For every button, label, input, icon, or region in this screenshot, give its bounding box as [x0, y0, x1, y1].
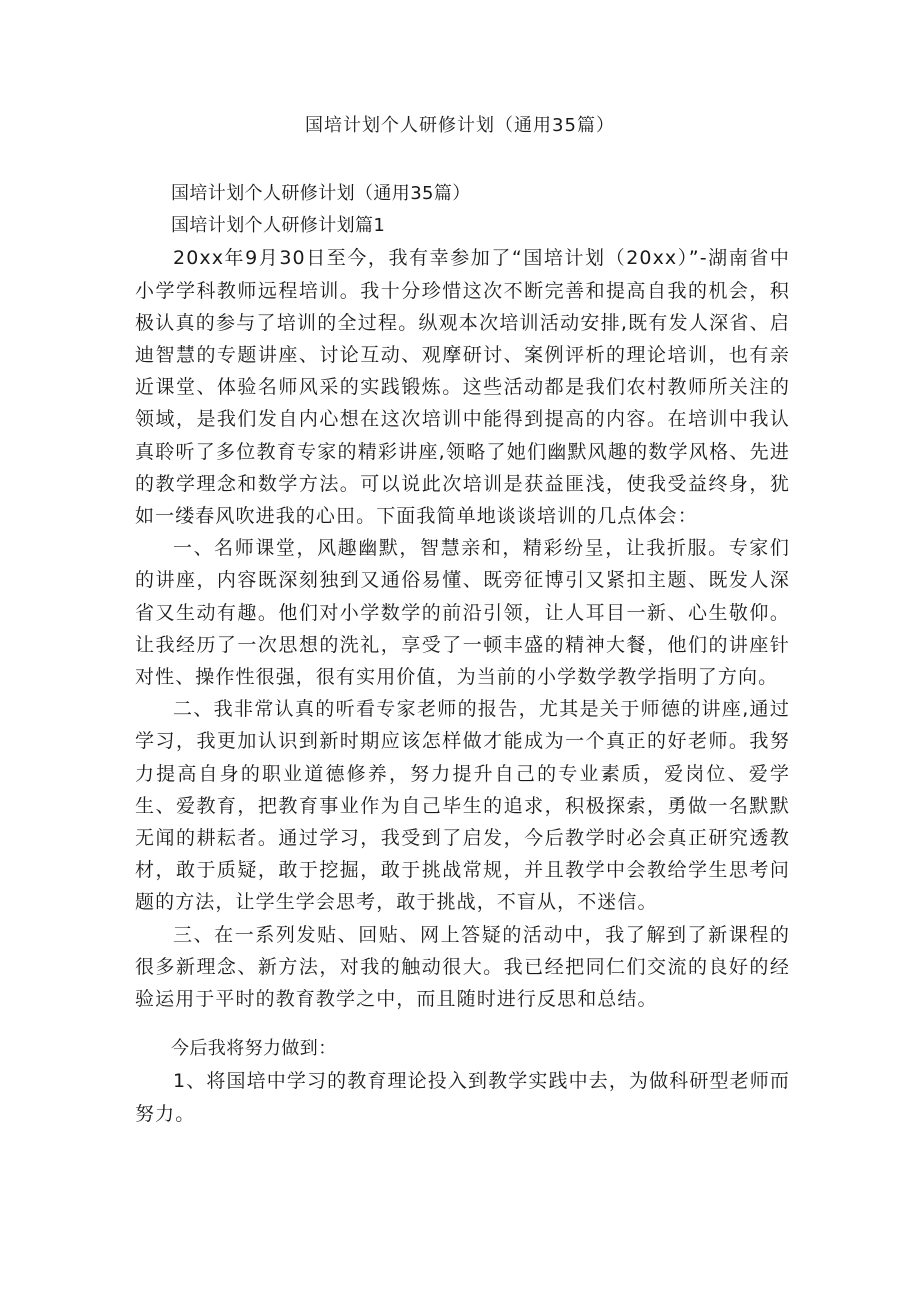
- document-body: [135, 178, 790, 1130]
- paragraph-point-two: 二、我非常认真的听看专家老师的报告，尤其是关于师德的讲座,通过学习，我更加认识到新时期应该怎样做才能成为一个真正的好老师。我努力提高自身的职业道德修养，努力提升自己的专业素质，爱岗位、爱学生、爱教育，把教育事业作为自己毕生的追求，积极探索，勇做一名默默无闻的耕耘者。通过学习，我受到了启发，今后教学时必会真正研究透教材，敢于质疑，敢于挖掘，敢于挑战常规，并且教学中会教给学生思考问题的方法，让学生学会思考，敢于挑战，不盲从，不迷信。: [135, 698, 790, 914]
- paragraph-gap: [135, 1015, 790, 1033]
- paragraph-point-three: 三、在一系列发贴、回贴、网上答疑的活动中，我了解到了新课程的很多新理念、新方法，对我的触动很大。我已经把同仁们交流的良好的经验运用于平时的教育教学之中，而且随时进行反思和总结。: [135, 923, 790, 1011]
- section-heading: 国培计划个人研修计划篇1: [171, 215, 386, 237]
- plan-intro: 今后我将努力做到：: [171, 1038, 337, 1060]
- document-subtitle: 国培计划个人研修计划（通用35篇）: [171, 183, 471, 204]
- document-title: 国培计划个人研修计划（通用35篇）: [305, 115, 615, 136]
- plan-item: 1、将国培中学习的教育理论投入到教学实践中去，为做科研型老师而努力。: [135, 1070, 790, 1125]
- paragraph-point-one: 一、名师课堂，风趣幽默，智慧亲和，精彩纷呈，让我折服。专家们的讲座，内容既深刻独到又通俗易懂、既旁征博引又紧扣主题、既发人深省又生动有趣。他们对小学数学的前沿引领，让人耳目一新、心生敬仰。让我经历了一次思想的洗礼，享受了一顿丰盛的精神大餐，他们的讲座针对性、操作性很强，很有实用价值，为当前的小学数学教学指明了方向。: [135, 537, 790, 689]
- paragraph-intro: 20xx年9月30日至今，我有幸参加了“国培计划（20xx）”-湖南省中小学学科教师远程培训。我十分珍惜这次不断完善和提高自我的机会，积极认真的参与了培训的全过程。纵观本次培训活动安排,既有发人深省、启迪智慧的专题讲座、讨论互动、观摩研讨、案例评析的理论培训，也有亲近课堂、体验名师风采的实践锻炼。这些活动都是我们农村教师所关注的领域，是我们发自内心想在这次培训中能得到提高的内容。在培训中我认真聆听了多位教育专家的精彩讲座,领略了她们幽默风趣的数学风格、先进的教学理念和数学方法。可以说此次培训是获益匪浅，使我受益终身，犹如一缕春风吹进我的心田。下面我简单地谈谈培训的几点体会：: [135, 247, 790, 528]
